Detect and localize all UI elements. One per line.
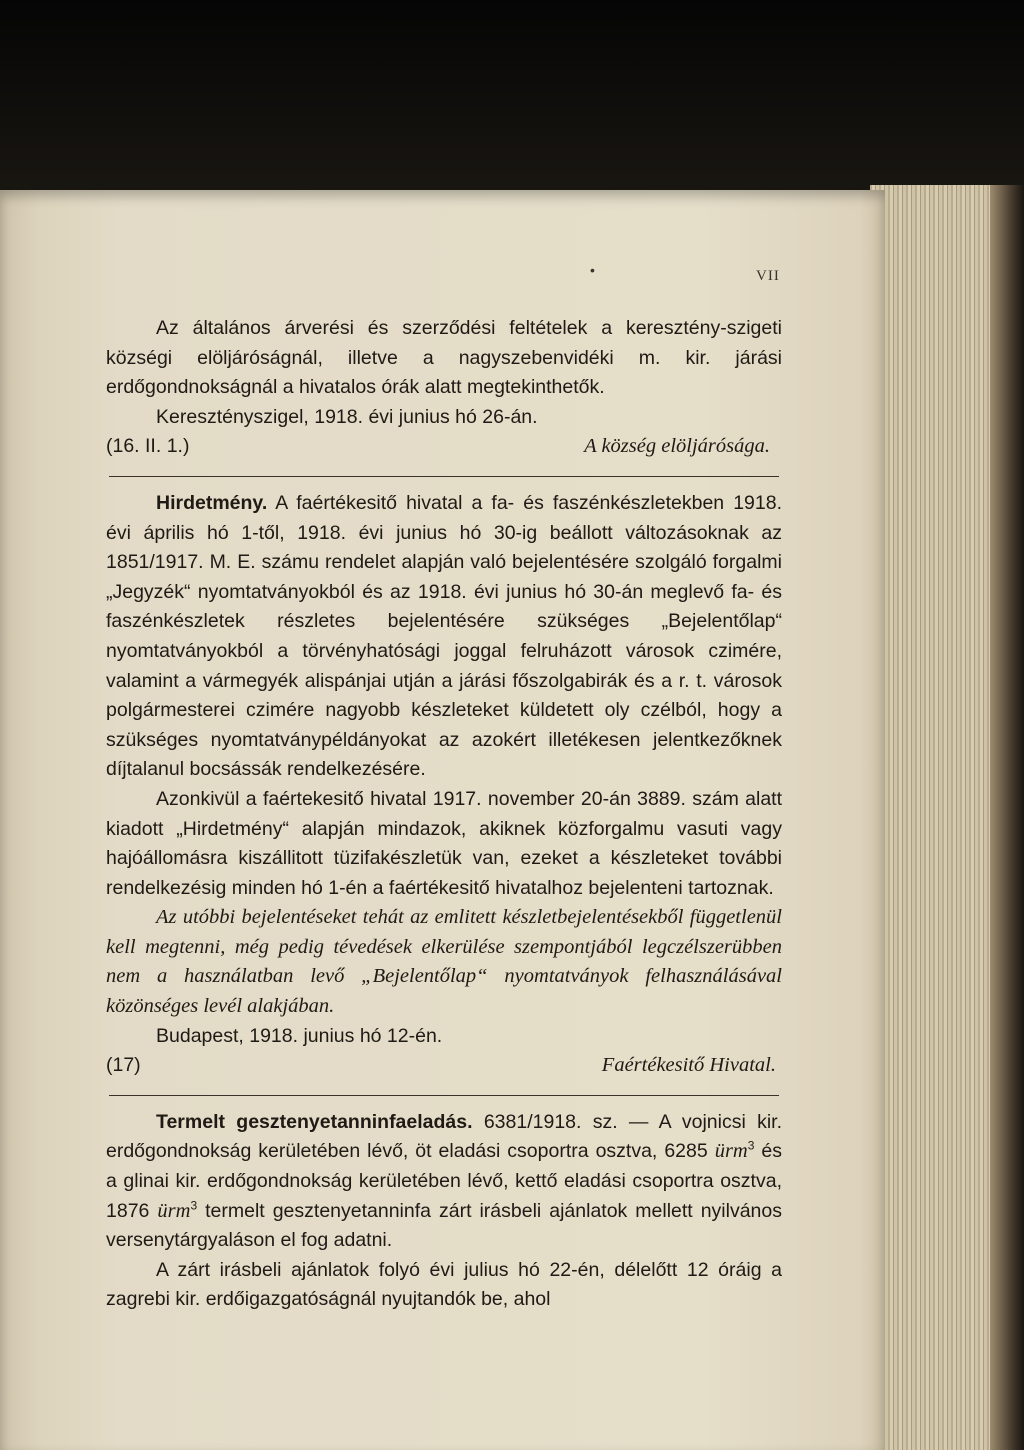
notice2-ref: (17): [106, 1054, 141, 1077]
divider-2: [109, 1095, 779, 1096]
notice1-place-date: Keresztényszigel, 1918. évi junius hó 26-án.: [156, 405, 538, 428]
notice2-place-date: Budapest, 1918. junius hó 12-én.: [156, 1024, 443, 1047]
notice2-body: [106, 489, 782, 785]
notice1-footer: [106, 432, 782, 462]
notice1-body: Az általános árverési és szerződési feltételek a keresztény-szigeti községi elöljáróságnál, illetve a nagyszebenvidéki m. kir. járási erdőgondnokságnál a hivatalos órák alatt megtekinthetők.: [106, 317, 782, 399]
notice3-heading: Termelt gesztenyetanninfaeladás.: [156, 1110, 473, 1133]
notice3-text-b: és a glinai kir. erdőgondnokság kerületében lévő, kettő eladási csoportra osztva, 1876: [106, 1140, 783, 1222]
notice3-unit2: ürm: [157, 1199, 191, 1222]
notice2-signature: Faértékesitő Hivatal.: [601, 1054, 776, 1077]
notice3-text-c: termelt gesztenyetanninfa zárt irásbeli ajánlatok mellett nyilvános versenytárgyaláson el fog adatni.: [106, 1199, 783, 1252]
page-text-block: [106, 314, 782, 1315]
notice3-unit1: ürm: [714, 1140, 748, 1163]
notice3-para2: A zárt irásbeli ajánlatok folyó évi julius hó 22-én, délelőtt 12 óráig a zagrebi kir. erdőigazgatóságnál nyujtandók be, ahol: [106, 1258, 782, 1311]
notice2-para2: Azonkivül a faértekesitő hivatal 1917. november 20-án 3889. szám alatt kiadott „Hirdetmény“ alapján mindazok, akiknek közforgalmu vasuti vagy hajóállomásra kiszállitott tüzifakészletük van, ezeket a készleteket további rendelkezésig minden hó 1-én a faértékesitő hivatalhoz bejelenteni tartoznak.: [106, 787, 782, 899]
notice2-italic-para: Az utóbbi bejelentéseket tehát az emlitett készletbejelentésekből függetlenül kell megtenni, még pedig tévedések elkerülése szempontjából legczélszerübben nem a használatban levő „Bejelentőlap“ nyomtatványok felhasználásával közönséges levél alakjában.: [106, 906, 782, 1018]
notice3-sup1: 3: [747, 1138, 755, 1153]
notice3-sup2: 3: [190, 1198, 198, 1213]
background-shadow: [0, 0, 1024, 200]
notice2-heading: Hirdetmény.: [156, 491, 268, 514]
notice1-ref: (16. II. 1.): [106, 435, 190, 458]
notice2-footer: [106, 1051, 782, 1081]
notice2-text: A faértékesitő hivatal a fa- és faszénkészletekben 1918. évi április hó 1-től, 1918. évi junius hó 30-ig beállott változásoknak az 1851/1917. M. E. számu rendelet alapján való bejelentésére szolgáló forgalmi „Jegyzék“ nyomtatványokból és az 1918. évi junius hó 30-án meglevő fa- és faszénkészletek részletes bejelentésére szükséges „Bejelentőlap“ nyomtatványokból a törvényhatósági joggal felruházott városok czimére, valamint a vármegyék alispánjai utján a járási főszolgabirák és a r. t. városok polgármesterei czimére nagyobb készleteket küldetett oly czélból, hogy a szükséges nyomtatványpéldányokat az azokért illetékesen jelentkezőknek díjtalanul bocsássák rendelkezésére.: [106, 491, 782, 781]
page-number: VII: [756, 268, 780, 284]
notice3-text-a: 6381/1918. sz. — A vojnicsi kir. erdőgondnokság kerületében lévő, öt eladási csoportra osztva, 6285: [106, 1110, 782, 1163]
page-dot: •: [590, 262, 595, 278]
divider-1: [109, 476, 779, 477]
book-spine-shadow: [990, 185, 1024, 1450]
notice1-signature: A község elöljárósága.: [584, 435, 770, 458]
notice3-body: [106, 1108, 782, 1256]
